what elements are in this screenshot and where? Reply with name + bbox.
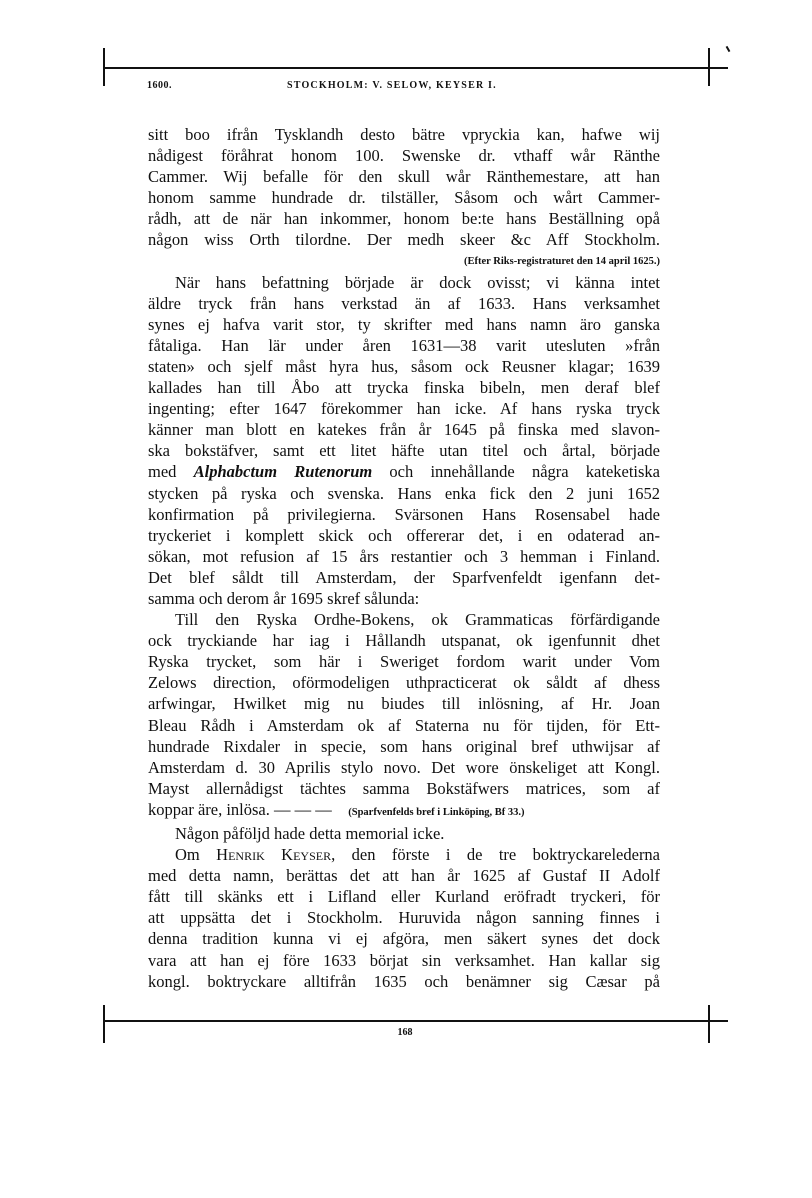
quote-line: ock tryckiande har iag i Hållandh utspanat, ok igenfunnit dhet	[148, 631, 660, 651]
top-right-crop-mark	[708, 48, 710, 86]
text-line: tryckeriet i komplett skick och offererar det, i en odaterad an-	[148, 525, 660, 545]
text-line: synes ej hafva varit stor, ty skrifter med hans namn äro ganska	[148, 314, 660, 334]
header-running-title: STOCKHOLM: V. SELOW, KEYSER I.	[287, 80, 497, 91]
text-line: nådigest föråhrat honom 100. Swenske dr. vthaff wår Ränthe	[148, 146, 660, 166]
header-year: 1600.	[147, 80, 172, 91]
quote-line: Ryska trycket, som här i Sweriget fordom warit under Vom	[148, 652, 660, 672]
text-line: rådh, att de när han inkommer, honom be:te hans Beställning opå	[148, 209, 660, 229]
text-line: känner man blott en katekes från år 1645 på finska med slavon-	[148, 420, 660, 440]
page-number: 168	[397, 1027, 413, 1038]
quote-line-with-source	[148, 799, 660, 823]
text-line: äldre tryck från hans verkstad än af 1633. Hans verksamhet	[148, 293, 660, 313]
bottom-rule	[103, 1020, 728, 1022]
person-last-name: Keyser	[281, 845, 332, 865]
book-title: Alphabctum Rutenorum	[193, 462, 373, 482]
text-line: stycken på ryska och svenska. Hans enka fick den 2 juni 1652	[148, 483, 660, 503]
running-header	[147, 80, 657, 96]
text-line: samma och derom år 1695 skref sålunda:	[148, 588, 420, 608]
text-fragment: med	[148, 462, 177, 482]
text-line: Det blef såldt till Amsterdam, der Sparfvenfeldt igenfann det-	[148, 567, 660, 587]
quote-line: Till den Ryska Ordhe-Bokens, ok Grammaticas förfärdigande	[175, 610, 660, 630]
text-line: kallades han till Åbo att trycka finska bibeln, men deraf blef	[148, 378, 660, 398]
quote-line: Mayst allernådigst tächtes samma Bokstäfwers matrices, som af	[148, 778, 660, 798]
text-line: konfirmation på privilegierna. Svärsonen Hans Rosensabel hade	[148, 504, 660, 524]
text-line: fåtaliga. Han lär under åren 1631—38 varit utesluten »från	[148, 335, 660, 355]
quote-end-text: koppar äre, inlösa. — — —	[148, 799, 332, 819]
text-line: honom samme hundrade dr. tilställer, Såsom och wårt Cammer-	[148, 188, 660, 208]
letter-source-citation: (Efter Riks-registraturet den 14 april 1625.)	[464, 255, 660, 267]
text-line: Cammer. Wij befalle för den skull wår Ränthemestare, att han	[148, 167, 660, 187]
page-body	[148, 124, 660, 992]
text-line-with-name	[148, 844, 660, 865]
text-line: sitt boo ifrån Tysklandh desto bätre vpryckia kan, hafwe wij	[148, 125, 660, 144]
text-line: fått till skänks ett i Lifland eller Kurland eröfradt tryckeri, för	[148, 887, 660, 907]
text-line: vara att han ej före 1633 börjat sin verksamhet. Han kallar sig	[148, 950, 660, 970]
text-fragment: , den förste i de tre boktryckarelederna	[331, 845, 661, 865]
text-line: med detta namn, berättas det att han år 1625 af Gustaf II Adolf	[148, 866, 660, 886]
text-line: När hans befattning började är dock ovisst; vi känna intet	[175, 272, 660, 292]
bottom-right-crop-mark	[708, 1005, 710, 1043]
top-left-crop-mark	[103, 48, 105, 86]
text-line: denna tradition kunna vi ej afgöra, men säkert synes det dock	[148, 929, 660, 949]
quote-line: Amsterdam d. 30 Aprilis stylo novo. Det wore önskeliget att Kongl.	[148, 757, 660, 777]
quote-line: Zelows direction, oförmodeligen uthpracticerat ok såldt af dhess	[148, 673, 660, 693]
corner-tick-mark	[726, 46, 731, 52]
quote-line: arfwingar, Hwilket mig nu biudes till inlösning, af Hr. Joan	[148, 694, 660, 714]
quote-line: hundrade Rixdaler in specie, som hans original bref uthwijsar af	[148, 736, 660, 756]
text-line: sökan, mot refusion af 15 års restantier och 3 hemman i Finland.	[148, 546, 660, 566]
top-rule	[103, 67, 728, 69]
text-line: att uppsätta det i Stockholm. Huruvida någon sanning finnes i	[148, 908, 660, 928]
text-fragment: Om	[175, 845, 200, 865]
text-fragment: och innehållande några kateketiska	[389, 462, 661, 482]
text-line: Någon påföljd hade detta memorial icke.	[175, 824, 445, 843]
quote-line: Bleau Rådh i Amsterdam ok af Staterna nu för tijden, för Ett-	[148, 715, 660, 735]
text-line: ska bokstäfver, samt ett litet häfte utan titel och årtal, började	[148, 441, 660, 461]
text-line: staten» och sjelf måst hyra hus, såsom ock Reusner klagar; 1639	[148, 356, 660, 376]
bottom-left-crop-mark	[103, 1005, 105, 1043]
person-first-name: Henrik	[216, 845, 265, 865]
text-line: någon wiss Orth tilordne. Der medh skeer &c Aff Stockholm.	[148, 230, 660, 250]
text-line: kongl. boktryckare alltifrån 1635 och benämner sig Cæsar på	[148, 971, 660, 991]
text-line-with-title	[148, 461, 660, 482]
text-line: ingenting; efter 1647 förekommer han icke. Af hans ryska tryck	[148, 399, 660, 419]
quote-source-citation: (Sparfvenfelds bref i Linköping, Bf 33.)	[348, 806, 525, 818]
